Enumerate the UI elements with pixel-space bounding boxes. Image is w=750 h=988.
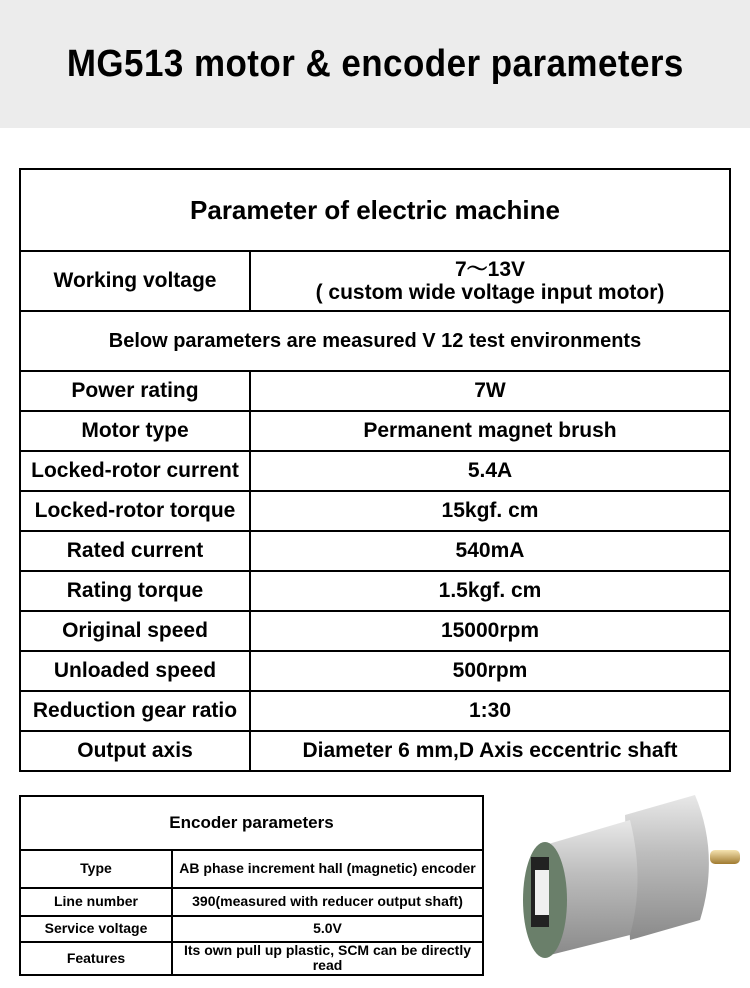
row-label: Line number xyxy=(20,888,172,916)
motor-table-title: Parameter of electric machine xyxy=(20,169,730,251)
table-row xyxy=(20,371,730,411)
table-row xyxy=(20,731,730,771)
row-value: 5.4A xyxy=(250,451,730,491)
voltage-note: ( custom wide voltage input motor) xyxy=(315,281,665,304)
row-label: Rating torque xyxy=(20,571,250,611)
row-value: Its own pull up plastic, SCM can be directly read xyxy=(172,942,483,975)
table-row xyxy=(20,571,730,611)
table-row xyxy=(20,451,730,491)
table-row xyxy=(20,411,730,451)
row-value: 5.0V xyxy=(172,916,483,942)
header-band xyxy=(0,0,750,128)
table-row xyxy=(20,491,730,531)
row-label: Working voltage xyxy=(20,251,250,311)
motor-image xyxy=(505,795,745,965)
row-label: Rated current xyxy=(20,531,250,571)
table-row xyxy=(20,916,483,942)
table-row xyxy=(20,611,730,651)
row-label: Service voltage xyxy=(20,916,172,942)
row-value: 7W xyxy=(250,371,730,411)
table-row xyxy=(20,888,483,916)
motor-parameter-table xyxy=(19,168,731,772)
encoder-parameter-table xyxy=(19,795,484,976)
table-row xyxy=(20,651,730,691)
row-label: Unloaded speed xyxy=(20,651,250,691)
row-label: Features xyxy=(20,942,172,975)
row-value: 1.5kgf. cm xyxy=(250,571,730,611)
table-row xyxy=(20,850,483,888)
voltage-range: 7～13V xyxy=(454,257,526,281)
row-value: 15000rpm xyxy=(250,611,730,651)
row-value: 540mA xyxy=(250,531,730,571)
table-row xyxy=(20,691,730,731)
row-label: Original speed xyxy=(20,611,250,651)
row-value: 15kgf. cm xyxy=(250,491,730,531)
row-value: Permanent magnet brush xyxy=(250,411,730,451)
row-value: AB phase increment hall (magnetic) encoder xyxy=(172,850,483,888)
row-label: Motor type xyxy=(20,411,250,451)
row-label: Output axis xyxy=(20,731,250,771)
row-label: Locked-rotor current xyxy=(20,451,250,491)
encoder-table-title: Encoder parameters xyxy=(20,796,483,850)
row-value xyxy=(250,251,730,311)
row-value: 1:30 xyxy=(250,691,730,731)
row-label: Type xyxy=(20,850,172,888)
row-label: Locked-rotor torque xyxy=(20,491,250,531)
page-title: MG513 motor & encoder parameters xyxy=(66,42,684,85)
row-value: 390(measured with reducer output shaft) xyxy=(172,888,483,916)
table-row xyxy=(20,942,483,975)
row-label: Power rating xyxy=(20,371,250,411)
row-value: Diameter 6 mm,D Axis eccentric shaft xyxy=(250,731,730,771)
measurement-note: Below parameters are measured V 12 test environments xyxy=(20,311,730,371)
row-value: 500rpm xyxy=(250,651,730,691)
table-row xyxy=(20,531,730,571)
table-row xyxy=(20,251,730,311)
row-label: Reduction gear ratio xyxy=(20,691,250,731)
